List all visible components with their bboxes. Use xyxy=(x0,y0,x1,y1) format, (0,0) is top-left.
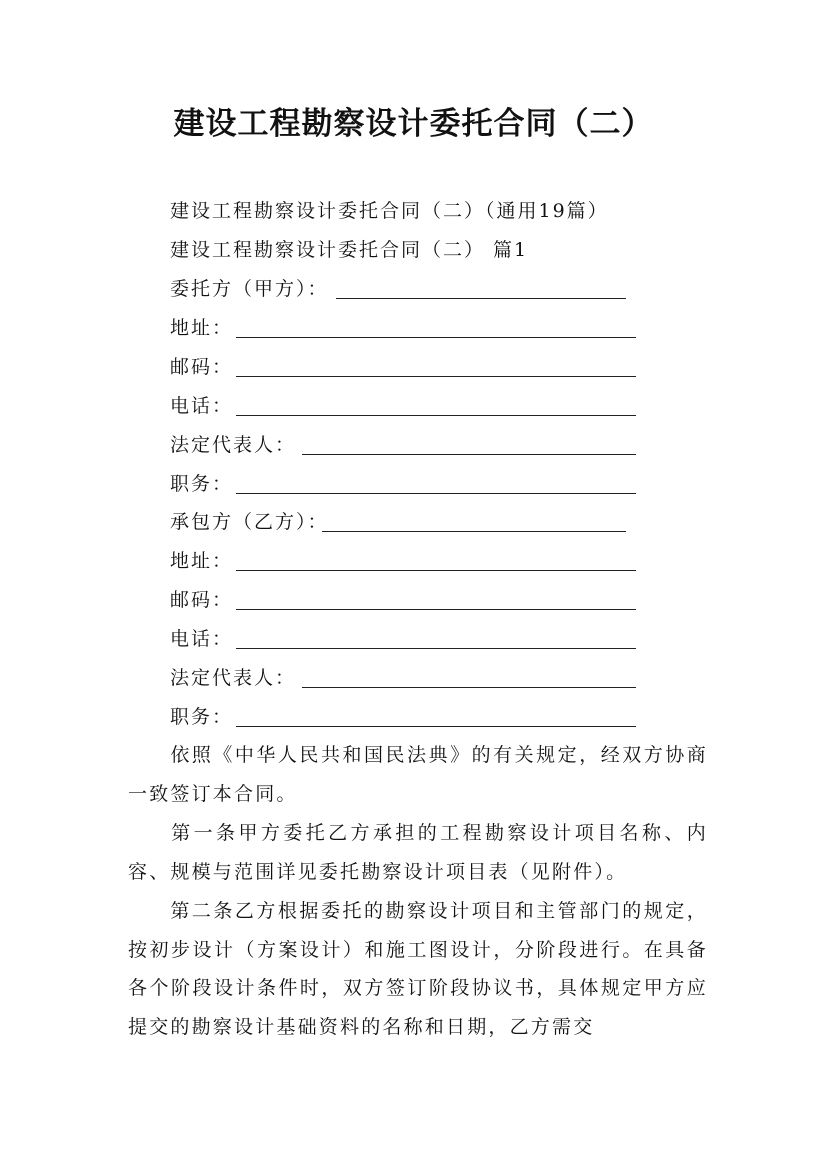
party-b-representative-blank xyxy=(302,687,636,688)
party-a-address-label: 地址： xyxy=(170,317,234,339)
party-a-phone-label: 电话： xyxy=(170,395,234,417)
party-b-name-field xyxy=(170,507,329,537)
party-a-representative-label: 法定代表人： xyxy=(170,434,297,456)
party-b-representative-label: 法定代表人： xyxy=(170,667,297,689)
paragraph-article-1-text: 第一条甲方委托乙方承担的工程勘察设计项目名称、内容、规模与范围详见委托勘察设计项目表（见附件）。 xyxy=(128,822,708,883)
party-a-postcode-field xyxy=(170,352,233,382)
party-b-address-blank xyxy=(236,570,636,571)
party-a-position-label: 职务： xyxy=(170,473,234,495)
party-b-postcode-label: 邮码： xyxy=(170,589,234,611)
paragraph-article-2 xyxy=(128,892,708,1046)
paragraph-intro xyxy=(128,736,708,813)
party-a-phone-blank xyxy=(236,415,636,416)
party-a-name-blank xyxy=(336,298,626,299)
party-b-name-blank xyxy=(322,531,626,532)
party-b-postcode-blank xyxy=(236,609,636,610)
party-b-phone-field xyxy=(170,624,233,654)
paragraph-article-2-text: 第二条乙方根据委托的勘察设计项目和主管部门的规定，按初步设计（方案设计）和施工图设计，分阶段进行。在具备各个阶段设计条件时，双方签订阶段协议书，具体规定甲方应提交的勘察设计基础资料的名称和日期，乙方需交 xyxy=(128,900,708,1038)
party-b-representative-field xyxy=(170,663,296,693)
party-a-postcode-blank xyxy=(236,376,636,377)
party-a-address-blank xyxy=(236,337,636,338)
party-b-address-label: 地址： xyxy=(170,550,234,572)
party-a-name-field xyxy=(170,274,329,304)
party-a-position-blank xyxy=(236,493,636,494)
document-title: 建设工程勘察设计委托合同（二） xyxy=(173,106,654,142)
party-a-name-label: 委托方（甲方）： xyxy=(170,278,329,300)
party-b-phone-blank xyxy=(236,648,636,649)
party-a-representative-blank xyxy=(302,454,636,455)
party-a-postcode-label: 邮码： xyxy=(170,356,234,378)
party-b-position-label: 职务： xyxy=(170,706,234,728)
document-subtitle: 建设工程勘察设计委托合同（二）（通用19篇） xyxy=(170,200,609,222)
party-b-address-field xyxy=(170,546,233,576)
party-a-address-field xyxy=(170,313,233,343)
party-a-phone-field xyxy=(170,391,233,421)
party-b-phone-label: 电话： xyxy=(170,628,234,650)
party-b-position-blank xyxy=(236,726,636,727)
section-heading: 建设工程勘察设计委托合同（二） 篇1 xyxy=(170,239,529,261)
party-a-position-field xyxy=(170,469,233,499)
paragraph-article-1 xyxy=(128,814,708,891)
party-a-representative-field xyxy=(170,430,296,460)
party-b-name-label: 承包方（乙方）： xyxy=(170,511,329,533)
paragraph-intro-text: 依照《中华人民共和国民法典》的有关规定，经双方协商一致签订本合同。 xyxy=(128,744,708,805)
party-b-postcode-field xyxy=(170,585,233,615)
party-b-position-field xyxy=(170,702,233,732)
